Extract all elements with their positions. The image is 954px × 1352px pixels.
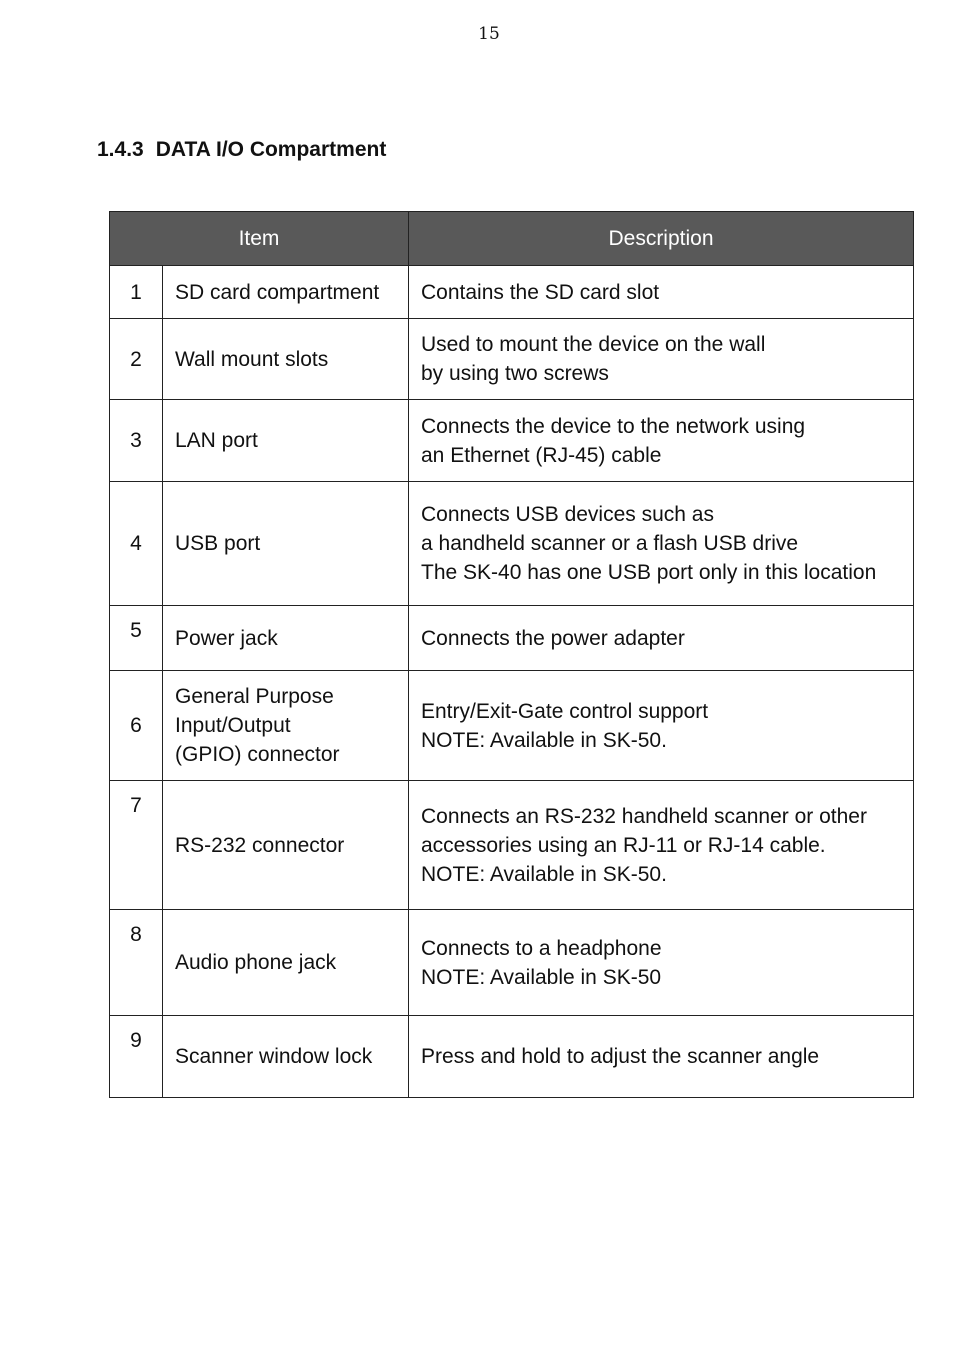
description-line: Connects USB devices such as	[421, 503, 714, 526]
row-description	[409, 781, 914, 910]
header-description: Description	[409, 212, 914, 266]
row-item	[163, 606, 409, 671]
row-description	[409, 606, 914, 671]
description-line: Connects the device to the network using	[421, 414, 806, 438]
table-row	[110, 266, 914, 319]
row-description	[409, 319, 914, 400]
row-description	[409, 482, 914, 606]
header-item: Item	[110, 212, 409, 266]
table-row	[110, 671, 914, 781]
row-description	[409, 1016, 914, 1098]
row-item	[163, 266, 409, 319]
row-number: 5	[110, 606, 163, 671]
description-line: Connects an RS-232 handheld scanner or other	[421, 804, 867, 828]
table-row	[110, 319, 914, 400]
description-line: by using two screws	[421, 362, 609, 385]
row-number: 1	[110, 266, 163, 319]
row-description	[409, 400, 914, 482]
item-line: Audio phone jack	[175, 951, 337, 974]
row-number: 3	[110, 400, 163, 482]
description-line: NOTE: Available in SK-50	[421, 965, 662, 989]
data-io-table	[109, 211, 914, 1098]
item-line: SD card compartment	[175, 280, 380, 304]
section-title: DATA I/O Compartment	[155, 138, 387, 161]
row-number: 4	[110, 482, 163, 606]
description-line: NOTE: Available in SK-50.	[421, 862, 667, 886]
row-item	[163, 781, 409, 910]
table-row	[110, 781, 914, 910]
row-description	[409, 266, 914, 319]
row-number: 9	[110, 1016, 163, 1098]
row-number: 6	[110, 671, 163, 781]
description-line: Press and hold to adjust the scanner angle	[421, 1045, 820, 1068]
row-item	[163, 400, 409, 482]
item-line: LAN port	[175, 429, 258, 452]
section-number: 1.4.3	[97, 138, 144, 161]
row-description	[409, 671, 914, 781]
row-item	[163, 671, 409, 781]
description-line: an Ethernet (RJ-45) cable	[421, 443, 662, 467]
item-line: USB port	[175, 532, 261, 555]
page-number: 15	[478, 24, 500, 44]
item-line: Input/Output	[175, 714, 291, 737]
item-line: Wall mount slots	[175, 347, 329, 371]
row-number: 2	[110, 319, 163, 400]
row-number: 7	[110, 781, 163, 910]
description-line: accessories using an RJ-11 or RJ-14 cable.	[421, 833, 826, 857]
description-line: Connects to a headphone	[421, 936, 662, 960]
table-header-row	[110, 212, 914, 266]
item-line: Power jack	[175, 626, 278, 650]
section-heading	[97, 138, 398, 162]
table-row	[110, 910, 914, 1016]
description-line: Used to mount the device on the wall	[421, 333, 766, 356]
table-row	[110, 1016, 914, 1098]
description-line: NOTE: Available in SK-50.	[421, 728, 667, 752]
item-line: (GPIO) connector	[175, 743, 340, 766]
item-line: General Purpose	[175, 685, 334, 708]
description-line: The SK-40 has one USB port only in this location	[421, 561, 877, 584]
row-description	[409, 910, 914, 1016]
description-line: Entry/Exit-Gate control support	[421, 699, 709, 723]
row-number: 8	[110, 910, 163, 1016]
table-row	[110, 606, 914, 671]
row-item	[163, 482, 409, 606]
item-line: Scanner window lock	[175, 1045, 373, 1068]
row-item	[163, 1016, 409, 1098]
description-line: Contains the SD card slot	[421, 280, 660, 304]
description-line: a handheld scanner or a flash USB drive	[421, 532, 799, 555]
row-item	[163, 319, 409, 400]
table-row	[110, 400, 914, 482]
row-item	[163, 910, 409, 1016]
table-row	[110, 482, 914, 606]
description-line: Connects the power adapter	[421, 626, 685, 650]
item-line: RS-232 connector	[175, 833, 345, 857]
